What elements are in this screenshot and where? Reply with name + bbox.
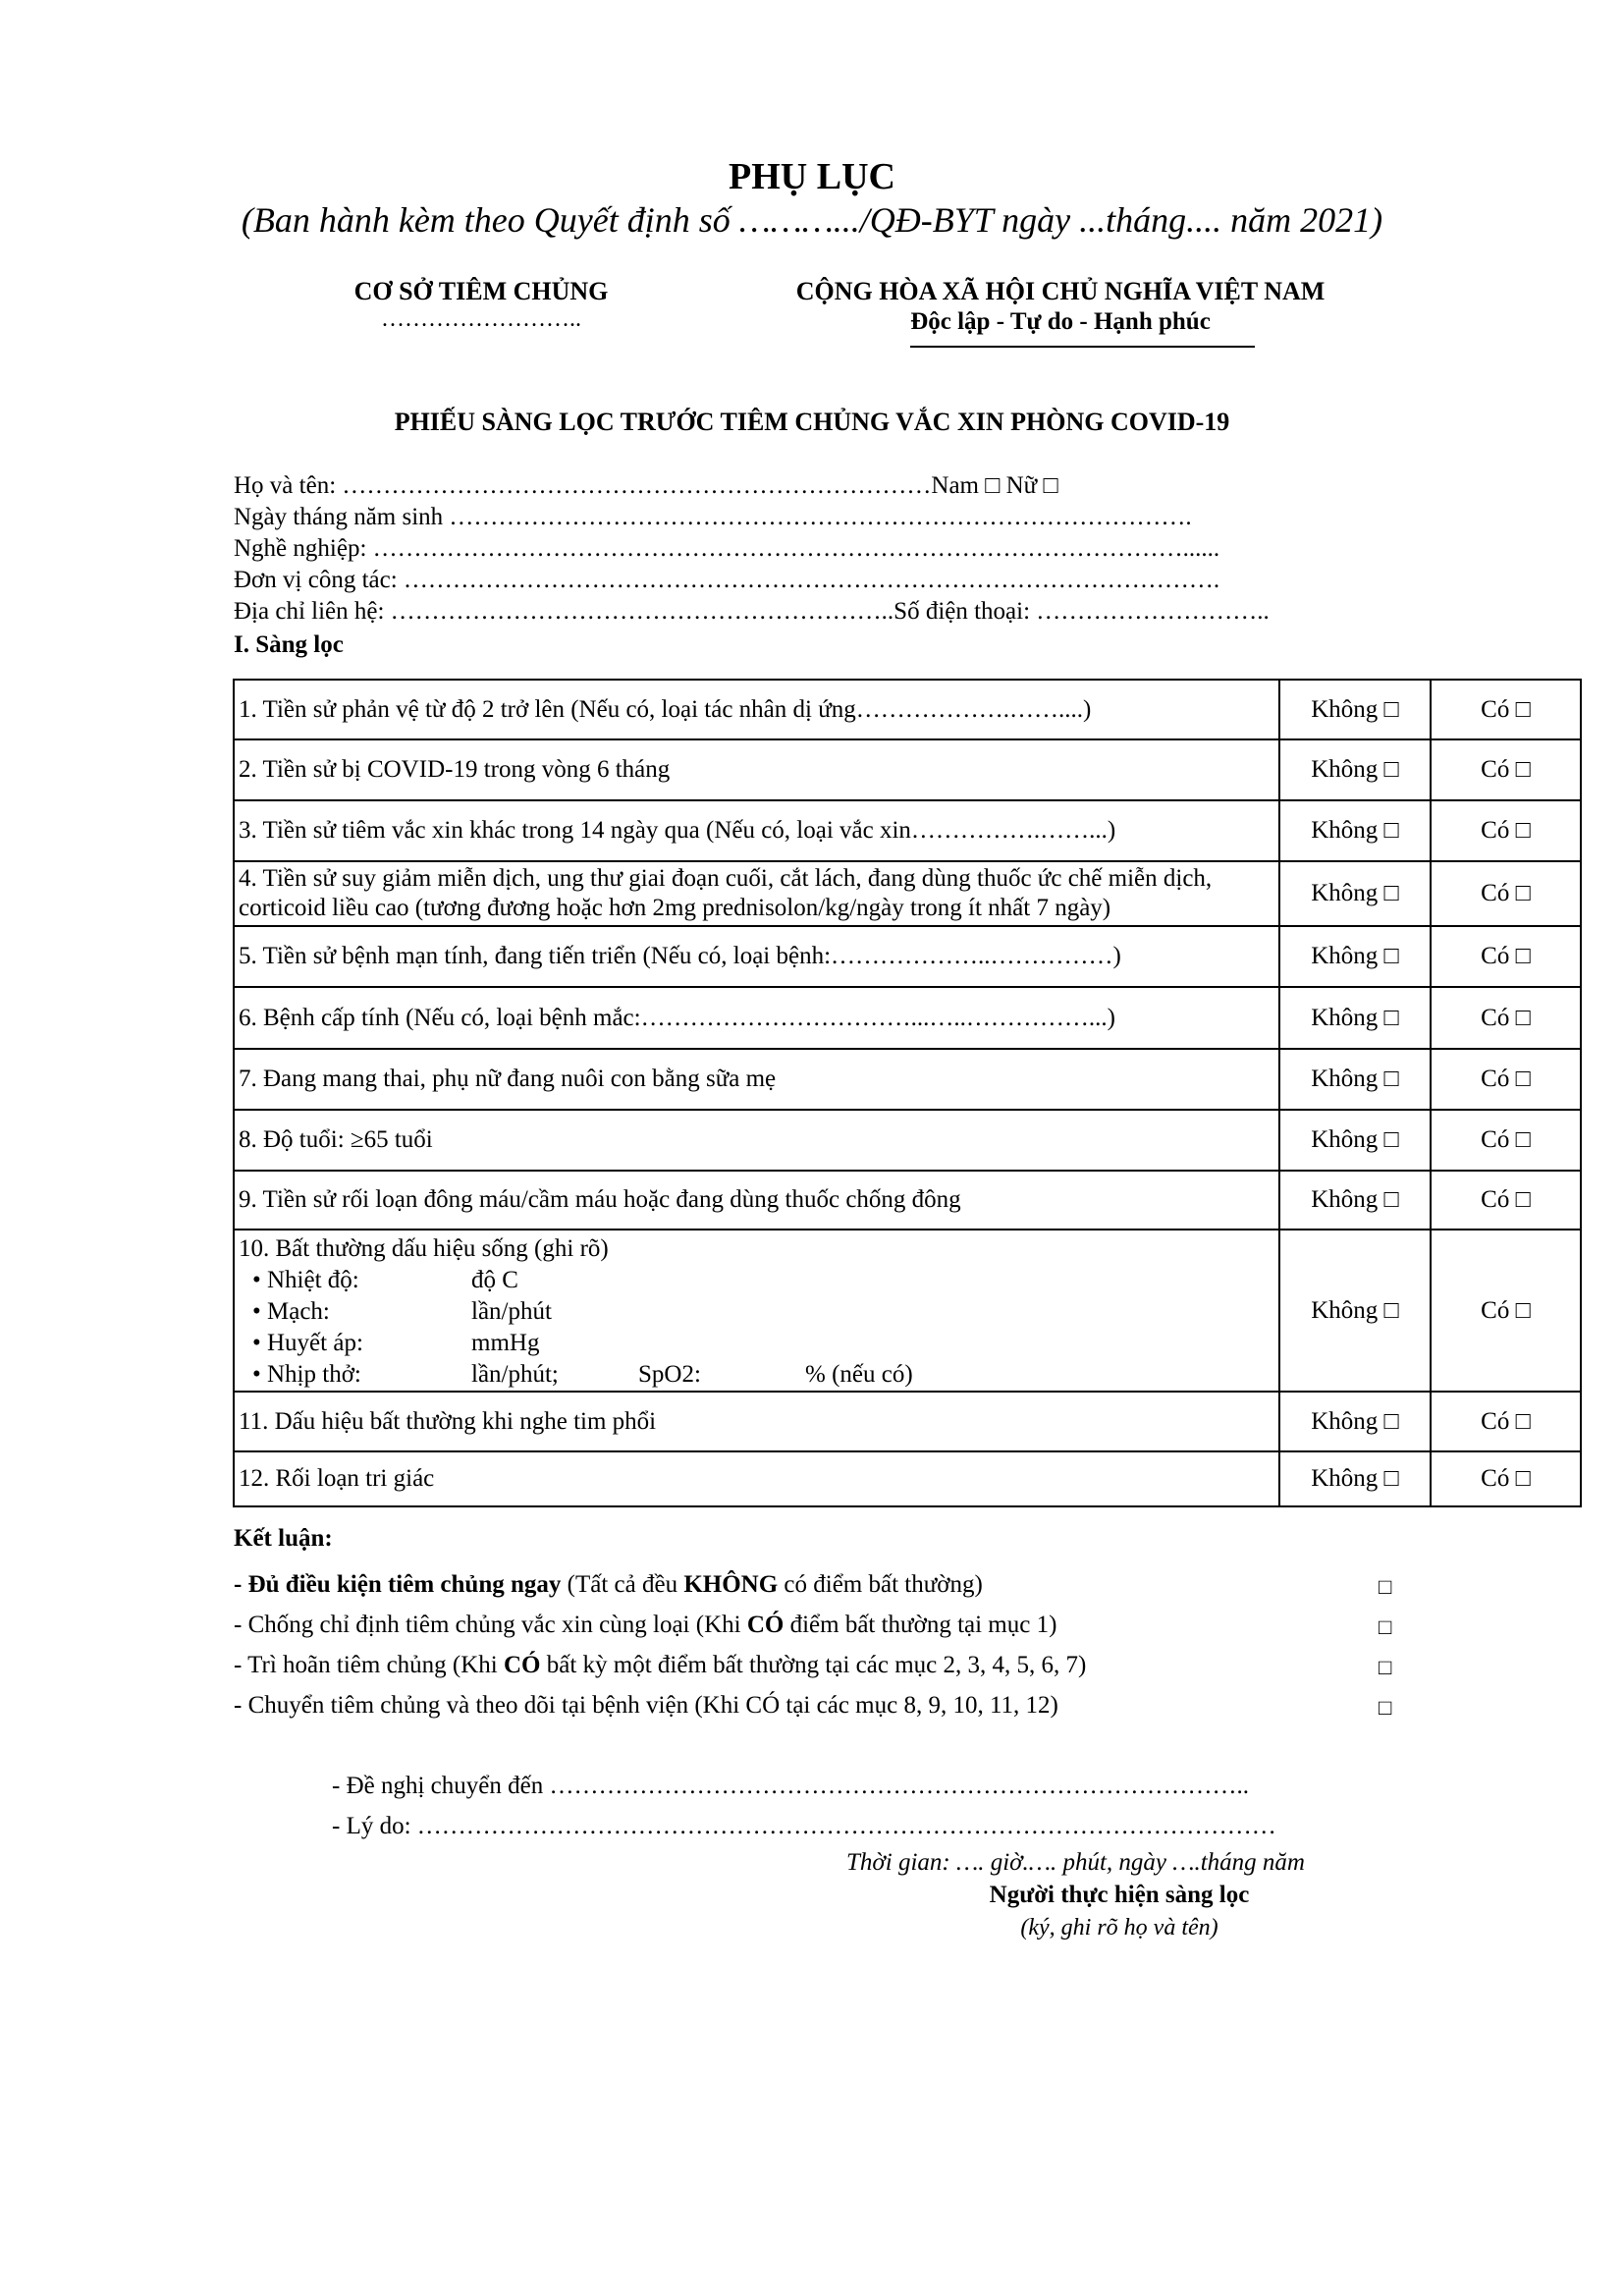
yes-checkbox[interactable]: Có □ — [1431, 1171, 1581, 1230]
question-cell: 9. Tiền sử rối loạn đông máu/cầm máu hoặc đang dùng thuốc chống đông — [234, 1171, 1279, 1230]
motto-underline — [910, 346, 1255, 348]
table-row — [234, 800, 1581, 861]
yes-checkbox[interactable]: Có □ — [1431, 1049, 1581, 1110]
temperature-unit: độ C — [471, 1266, 518, 1293]
conclusion-eligible — [234, 1571, 983, 1599]
question-cell: 5. Tiền sử bệnh mạn tính, đang tiến triển (Nếu có, loại bệnh:………………..……………) — [234, 926, 1279, 987]
conclusion-contraindicated — [234, 1612, 1056, 1639]
respiration-row — [239, 1359, 1274, 1391]
appendix-title: PHỤ LỤC — [729, 156, 895, 197]
yes-checkbox[interactable]: Có □ — [1431, 1230, 1581, 1392]
no-checkbox[interactable]: Không □ — [1279, 861, 1431, 926]
yes-checkbox[interactable]: Có □ — [1431, 1451, 1581, 1506]
conclusion-contraindicated-checkbox[interactable]: □ — [1379, 1614, 1392, 1639]
org-title: CƠ SỞ TIÊM CHỦNG — [353, 277, 609, 305]
conclusion-postpone — [234, 1652, 1086, 1679]
table-row — [234, 987, 1581, 1049]
signer-title: Người thực hiện sàng lọc — [989, 1882, 1250, 1908]
no-checkbox[interactable]: Không □ — [1279, 987, 1431, 1049]
conclusion-transfer: - Chuyển tiêm chủng và theo dõi tại bệnh viện (Khi CÓ tại các mục 8, 9, 10, 11, 12) — [234, 1692, 1058, 1719]
yes-checkbox[interactable]: Có □ — [1431, 680, 1581, 739]
conclusion-text: có điểm bất thường) — [778, 1571, 983, 1598]
yes-checkbox[interactable]: Có □ — [1431, 739, 1581, 800]
question-text: 10. Bất thường dấu hiệu sống (ghi rõ) — [239, 1234, 609, 1262]
conclusion-heading: Kết luận: — [234, 1525, 333, 1552]
blood-pressure-row — [239, 1328, 1274, 1359]
yes-checkbox[interactable]: Có □ — [1431, 926, 1581, 987]
name-field[interactable]: Họ và tên: ………………………………………………………………Nam □ Nữ □ — [234, 472, 1058, 499]
form-title: PHIẾU SÀNG LỌC TRƯỚC TIÊM CHỦNG VẮC XIN PHÒNG COVID-19 — [394, 408, 1230, 436]
yes-checkbox[interactable]: Có □ — [1431, 987, 1581, 1049]
question-cell: 2. Tiền sử bị COVID-19 trong vòng 6 tháng — [234, 739, 1279, 800]
respiration-label: • Nhịp thở: — [252, 1360, 361, 1388]
table-row — [234, 1049, 1581, 1110]
conclusion-emphasis: CÓ — [504, 1652, 541, 1678]
yes-checkbox[interactable]: Có □ — [1431, 1392, 1581, 1451]
no-checkbox[interactable]: Không □ — [1279, 1171, 1431, 1230]
address-phone-field[interactable]: Địa chỉ liên hệ: ……………………………………………………..Số điện thoại: ……………………….. — [234, 598, 1270, 625]
refer-to-field[interactable]: - Đề nghị chuyển đến ………………………………………………………………………….. — [332, 1773, 1249, 1799]
conclusion-text: (Tất cả đều — [561, 1571, 684, 1598]
no-checkbox[interactable]: Không □ — [1279, 1392, 1431, 1451]
spo2-label: SpO2: — [638, 1360, 701, 1388]
table-row — [234, 926, 1581, 987]
occupation-field[interactable]: Nghề nghiệp: ………………………………………………………………………………………...... — [234, 535, 1220, 562]
no-checkbox[interactable]: Không □ — [1279, 926, 1431, 987]
blood-pressure-label: • Huyết áp: — [252, 1329, 363, 1356]
reason-field[interactable]: - Lý do: …………………………………………………………………………………………… — [332, 1813, 1276, 1839]
question-cell: 7. Đang mang thai, phụ nữ đang nuôi con bằng sữa mẹ — [234, 1049, 1279, 1110]
table-row — [234, 1392, 1581, 1451]
table-row — [234, 861, 1581, 926]
appendix-subtitle: (Ban hành kèm theo Quyết định số ……….../QĐ-BYT ngày ...tháng.... năm 2021) — [241, 200, 1383, 240]
yes-checkbox[interactable]: Có □ — [1431, 1110, 1581, 1171]
screening-table — [233, 679, 1582, 1507]
conclusion-text: điểm bất thường tại mục 1) — [784, 1612, 1057, 1638]
section-heading: I. Sàng lọc — [234, 631, 344, 658]
pulse-unit: lần/phút — [471, 1297, 552, 1325]
respiration-unit: lần/phút; — [471, 1360, 559, 1388]
temperature-row — [239, 1265, 1274, 1296]
conclusion-postpone-checkbox[interactable]: □ — [1379, 1655, 1392, 1679]
pulse-row — [239, 1296, 1274, 1328]
conclusion-emphasis: KHÔNG — [683, 1571, 779, 1598]
table-row — [234, 1230, 1581, 1392]
conclusion-text: - Trì hoãn tiêm chủng (Khi — [234, 1652, 504, 1678]
no-checkbox[interactable]: Không □ — [1279, 1110, 1431, 1171]
workplace-field[interactable]: Đơn vị công tác: ………………………………………………………………………………………. — [234, 567, 1220, 593]
yes-checkbox[interactable]: Có □ — [1431, 800, 1581, 861]
conclusion-eligible-title: - Đủ điều kiện tiêm chủng ngay — [234, 1571, 562, 1598]
org-name-blank: …………………….. — [381, 306, 581, 332]
question-cell: 6. Bệnh cấp tính (Nếu có, loại bệnh mắc:……………………………...…..……………...) — [234, 987, 1279, 1049]
yes-checkbox[interactable]: Có □ — [1431, 861, 1581, 926]
dob-field[interactable]: Ngày tháng năm sinh ………………………………………………………………………………. — [234, 504, 1192, 530]
conclusion-eligible-checkbox[interactable]: □ — [1379, 1574, 1392, 1599]
spo2-unit: % (nếu có) — [805, 1360, 913, 1388]
no-checkbox[interactable]: Không □ — [1279, 739, 1431, 800]
question-cell: 3. Tiền sử tiêm vắc xin khác trong 14 ngày qua (Nếu có, loại vắc xin…………….……...) — [234, 800, 1279, 861]
table-row — [234, 1110, 1581, 1171]
no-checkbox[interactable]: Không □ — [1279, 1451, 1431, 1506]
signer-note: (ký, ghi rõ họ và tên) — [1020, 1915, 1218, 1941]
blood-pressure-unit: mmHg — [471, 1329, 540, 1356]
table-row — [234, 1171, 1581, 1230]
signing-time: Thời gian: …. giờ.…. phút, ngày ….tháng năm — [846, 1849, 1305, 1876]
table-row — [234, 1451, 1581, 1506]
question-cell: 12. Rối loạn tri giác — [234, 1451, 1279, 1506]
no-checkbox[interactable]: Không □ — [1279, 680, 1431, 739]
question-cell: 11. Dấu hiệu bất thường khi nghe tim phổi — [234, 1392, 1279, 1451]
national-motto: Độc lập - Tự do - Hạnh phúc — [910, 308, 1211, 335]
country-title: CỘNG HÒA XÃ HỘI CHỦ NGHĨA VIỆT NAM — [795, 277, 1326, 305]
temperature-label: • Nhiệt độ: — [252, 1266, 359, 1293]
question-cell: 4. Tiền sử suy giảm miễn dịch, ung thư giai đoạn cuối, cắt lách, đang dùng thuốc ức chế miễn dịch, corticoid liều cao (tương đương hoặc hơn 2mg prednisolon/kg/ngày trong ít nhất 7 ngày) — [234, 861, 1279, 926]
question-cell: 8. Độ tuổi: ≥65 tuổi — [234, 1110, 1279, 1171]
pulse-label: • Mạch: — [252, 1297, 330, 1325]
no-checkbox[interactable]: Không □ — [1279, 1230, 1431, 1392]
conclusion-emphasis: CÓ — [746, 1612, 785, 1638]
table-row — [234, 680, 1581, 739]
conclusion-text: bất kỳ một điểm bất thường tại các mục 2, 3, 4, 5, 6, 7) — [540, 1652, 1087, 1678]
no-checkbox[interactable]: Không □ — [1279, 800, 1431, 861]
conclusion-transfer-checkbox[interactable]: □ — [1379, 1695, 1392, 1720]
conclusion-text: - Chống chỉ định tiêm chủng vắc xin cùng loại (Khi — [234, 1612, 747, 1638]
table-row — [234, 739, 1581, 800]
vital-signs-cell — [234, 1230, 1279, 1392]
question-cell: 1. Tiền sử phản vệ từ độ 2 trở lên (Nếu có, loại tác nhân dị ứng……………….……....) — [234, 680, 1279, 739]
no-checkbox[interactable]: Không □ — [1279, 1049, 1431, 1110]
